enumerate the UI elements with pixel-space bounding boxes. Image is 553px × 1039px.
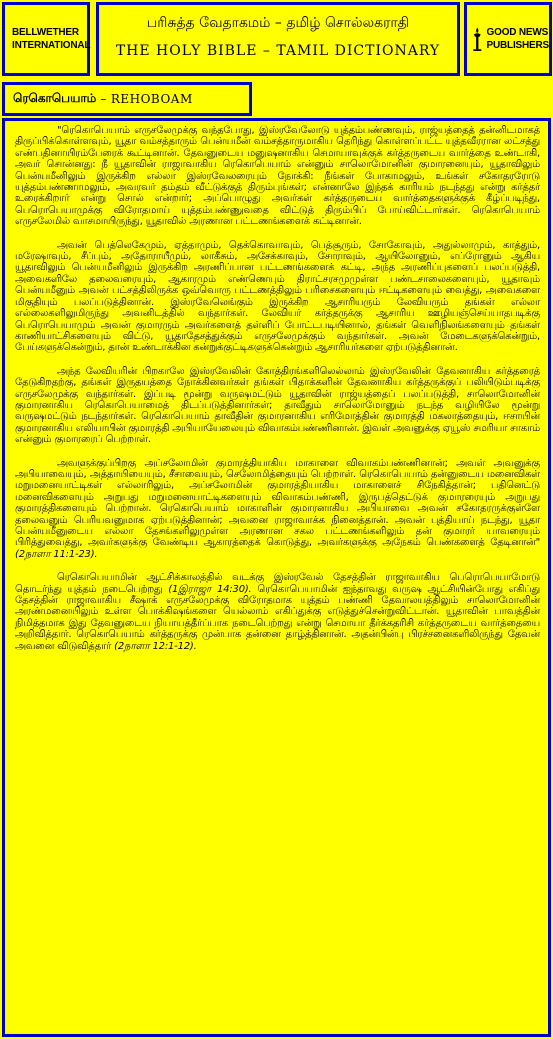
entry-title-english: REHOBOAM — [110, 92, 193, 106]
page-header — [0, 0, 553, 80]
scripture-reference: (1இராஜா 14:30). — [168, 583, 252, 595]
paragraph-3: அந்த லேவியரின் பிறகாலே இஸ்ரவேலின் கோத்திரங்களிலெல்லாம் இஸ்ரவேலின் தேவனாகிய கர்த்தரைத் தேடுகிறதற்கு, தங்கள் இருதயத்தை நோக்கினவர்கள் தங்கள் பிதாக்களின் தேவனாகிய கர்த்தருக்குப் பலியிடும்படிக்கு எருசலேமுக்கு வந்தார்கள். இப்படி மூன்று வருஷமட்டும் யூதாவின் ராஜ்யத்தைப் பலப்படுத்தி, சாலொமோனின் குமாரனாகிய ரெகொபெயாமைத் திடப்படுத்தினார்கள்; தாவீதும் சாலொமோனும் நடந்த வழியிலே மூன்று வருஷமட்டும் நடந்தார்கள். ரெகொபெயாம் தாவீதின் குமாரனாகிய எரிமோத்தின் குமாரத்தி மகலாத்தையும், ஈசாயின் குமாரனாகிய எலியாபின் குமாரத்தி அபியாயேலையும் விவாகம்பண்ணினான். இவள் அவனுக்கு ஏயூஸ் சமரியா சாகாம் என்னும் குமாரரைப் பெற்றாள். — [15, 365, 540, 446]
good-news-logo-text: GOOD NEWS PUBLISHERS — [486, 27, 549, 51]
entry-body — [2, 118, 551, 1037]
bellwether-logo-text: BELLWETHER INTERNATIONAL — [12, 27, 91, 51]
title-tamil: பரிசுத்த வேதாகமம் – தமிழ் சொல்லகராதி — [146, 15, 410, 31]
entry-separator: – — [100, 92, 107, 106]
entry-title-tamil: ரெகொபெயாம் — [13, 91, 97, 105]
paragraph-4: அவளுக்குப்பிறகு அப்சலோமின் குமாரத்தியாகிய மாகாளை விவாகம்பண்ணினான்; அவள் அவனுக்கு அபியாவையும், அத்தாயியையும், சீசாவையும், செலோமித்தையும் பெற்றாள். ரெகொபெயாம் தன்னுடைய மனைவிகள் மறுமனையாட்டிகள் எல்லாரிலும், அப்சலோமின் குமாரத்தியாகிய மாகாளைச் சிநேகித்தான்; பதினெட்டு மனைவிகளையும் அறுபது மறுமனையாட்டிகளையும் விவாகம்பண்ணி, இருபத்தெட்டுக் குமாரரையும் அறுபது குமாரத்திகளையும் பெற்றான். ரெகொபெயாம் மாகாளின் குமாரனாகிய அபியாவை அவன் சகோதரருக்குள்ளே தலைவனும் பெரியவனுமாக ஏற்படுத்தினான்; அவனை ராஜாவாக்க நினைத்தான். அவன் புத்தியாய் நடந்து, யூதா பென்யமீனுடைய எல்லா தேசங்களிலுமுள்ள அரணான சகல பட்டணங்களிலும் தன் குமாரர் யாவரையும் பிரித்துவைத்து, அவர்களுக்கு வேண்டிய ஆகாரத்தைக் கொடுத்து, அவர்களுக்கு அநேகம் பெண்களைத் தேடினான்" (2நாளா 11:1-23). — [15, 457, 540, 560]
paragraph-2: அவன் பெத்லெகேமும், ஏத்தாமும், தெக்கொவாவும், பெத்சூரும், சோகோவும், அதுல்லாமும், காத்தும், மரேஷாவும், சீப்பும், அதோராயீமும், லாகீசும், அசேக்காவும், சோராவும், ஆயிலோனும், எப்ரோனும் ஆகிய யூதாவிலும் பென்யமீனிலும் இருக்கிற அரணிப்பான பட்டணங்களைக் கட்டி, அந்த அரணிப்புகளைப் பலப்படுத்தி, அவைகளிலே தலைவரையும், ஆகாரமும் எண்ணெயும் திராட்சரசமுமுள்ள பண்டசாலைகளையும், யூதாவும் பென்யமீனும் அவன் பட்சத்திலிருக்க ஒவ்வொரு பட்டணத்திலும் பரிசைகளையும் ஈட்டிகளையும் வைத்து, அவைகளை மிகுதியும் பலப்படுத்தினான். இஸ்ரவேலெங்கும் இருக்கிற ஆசாரியரும் லேவியரும் தங்கள் எல்லா எல்லைகளிலுமிருந்து அவனிடத்தில் வந்தார்கள். லேவியர் கர்த்தருக்கு ஆசாரிய ஊழியஞ்செய்யாதபடிக்கு பெரொபெயாமும் அவன் குமாரரும் அவர்களைத் தள்ளிப் போட்டபடியினால், தங்கள் வெளிநிலங்களையும் தங்கள் காணியாட்சிகளையும் விட்டு, யூதாதேசத்துக்கும் எருசலேமுக்கும் வந்தார்கள். அவன் மேடைகளுக்கென்றும், பேய்களுக்கென்றும், தான் உண்டாக்கின கன்றுக்குட்டிகளுக்கென்றும் ஆசாரியர்களை ஏற்படுத்தினான். — [15, 239, 540, 354]
good-news-logo[interactable] — [464, 2, 552, 76]
paragraph-1: "ரெகொபெயாம் எருசலேமுக்கு வந்தபோது, இஸ்ரவேலோடு யுத்தம்பண்ணவும், ராஜ்யத்தைத் தன்னிடமாகத் திருப்பிக்கொள்ளவும், யூதா வம்சத்தாரும் பென்யமீன் வம்சத்தாருமாகிய தெரிந்து கொள்ளப்பட்ட யுத்தவீரரான லட்சத்து எண்பதினாயிரம்பேரைக் கூட்டினான். தேவனுடைய மனுஷனாகிய செமாயாவுக்குக் கர்த்தருடைய வார்த்தை உண்டாகி, அவர் சொன்னது: நீ யூதாவின் ராஜாவாகிய ரெகொபெயாம் என்னும் சாலொமோனின் குமாரனையும், யூதாவிலும் பென்யமீனிலும் இருக்கிற எல்லா இஸ்ரவேலரையும் நோக்கி: நீங்கள் போகாமலும், உங்கள் சகோதரரோடு யுத்தம்பண்ணாமலும், அவரவர் தம்தம் வீட்டுக்குத் திரும்புங்கள்; என்னாலே இந்தக் காரியம் நடந்தது என்று கர்த்தர் உரைக்கிறார் என்று சொல் என்றார்; அப்பொழுது அவர்கள் கர்த்தருடைய வார்த்தைகளுக்குக் கீழ்ப்படிந்து, பெரொபெயாமுக்கு விரோதமாய் யுத்தம்பண்ணுவதை விட்டுத் திரும்பிப் போய்விட்டார்கள். ரெகொபெயாம் எருசலேமில் வாசமாயிருந்து, யூதாவில் அரணான பட்டணங்களைக் கட்டினான். — [15, 125, 540, 228]
title-english: THE HOLY BIBLE – TAMIL DICTIONARY — [115, 43, 441, 59]
entry-heading — [2, 82, 252, 116]
scripture-reference: (2நாளா 11:1-23). — [15, 548, 98, 560]
paragraph-5: ரெகொபெயாமின் ஆட்சிக்காலத்தில் வடக்கு இஸ்ரவேல் தேசத்தின் ராஜாவாகிய பெரொபெயாமோடு தொடர்ந்து யுத்தம் நடைபெற்றது (1இராஜா 14:30). ரெகொபெயாமின் ஐந்தாவது வருஷ ஆட்சியின்போது எகிப்து தேசத்தின் ராஜாவாகிய சீஷாக் எருசலேமுக்கு விரோதமாக யுத்தம் பண்ணி தேவாலயத்திலும் சாலொமோனின் அரண்மனையிலும் உள்ள பொக்கிஷங்களை யெல்லாம் எகிப்துக்கு எடுத்துச்சென்றுவிட்டான். யூதாவின் பாவத்தின் நிமித்தமாக இது தேவனுடைய நியாயத்தீர்ப்பாக நடைபெற்றது என்று செமாயா தீர்க்கதரிசி கர்த்தருடைய வார்த்தையை அறிவித்தார். ரெகொபெயாம் கர்த்தருக்கு முன்பாக தன்னை தாழ்த்தினான். அதன்பின்பு பிரச்சனைகளிலிருந்து தேவன் அவனை விடுவித்தார் (2நாளா 12:1-12). — [15, 572, 540, 652]
bellwether-logo[interactable] — [2, 2, 90, 76]
scripture-reference: (2நாளா 12:1-12). — [114, 640, 197, 652]
dictionary-title — [96, 2, 460, 76]
lamp-icon — [471, 17, 484, 61]
